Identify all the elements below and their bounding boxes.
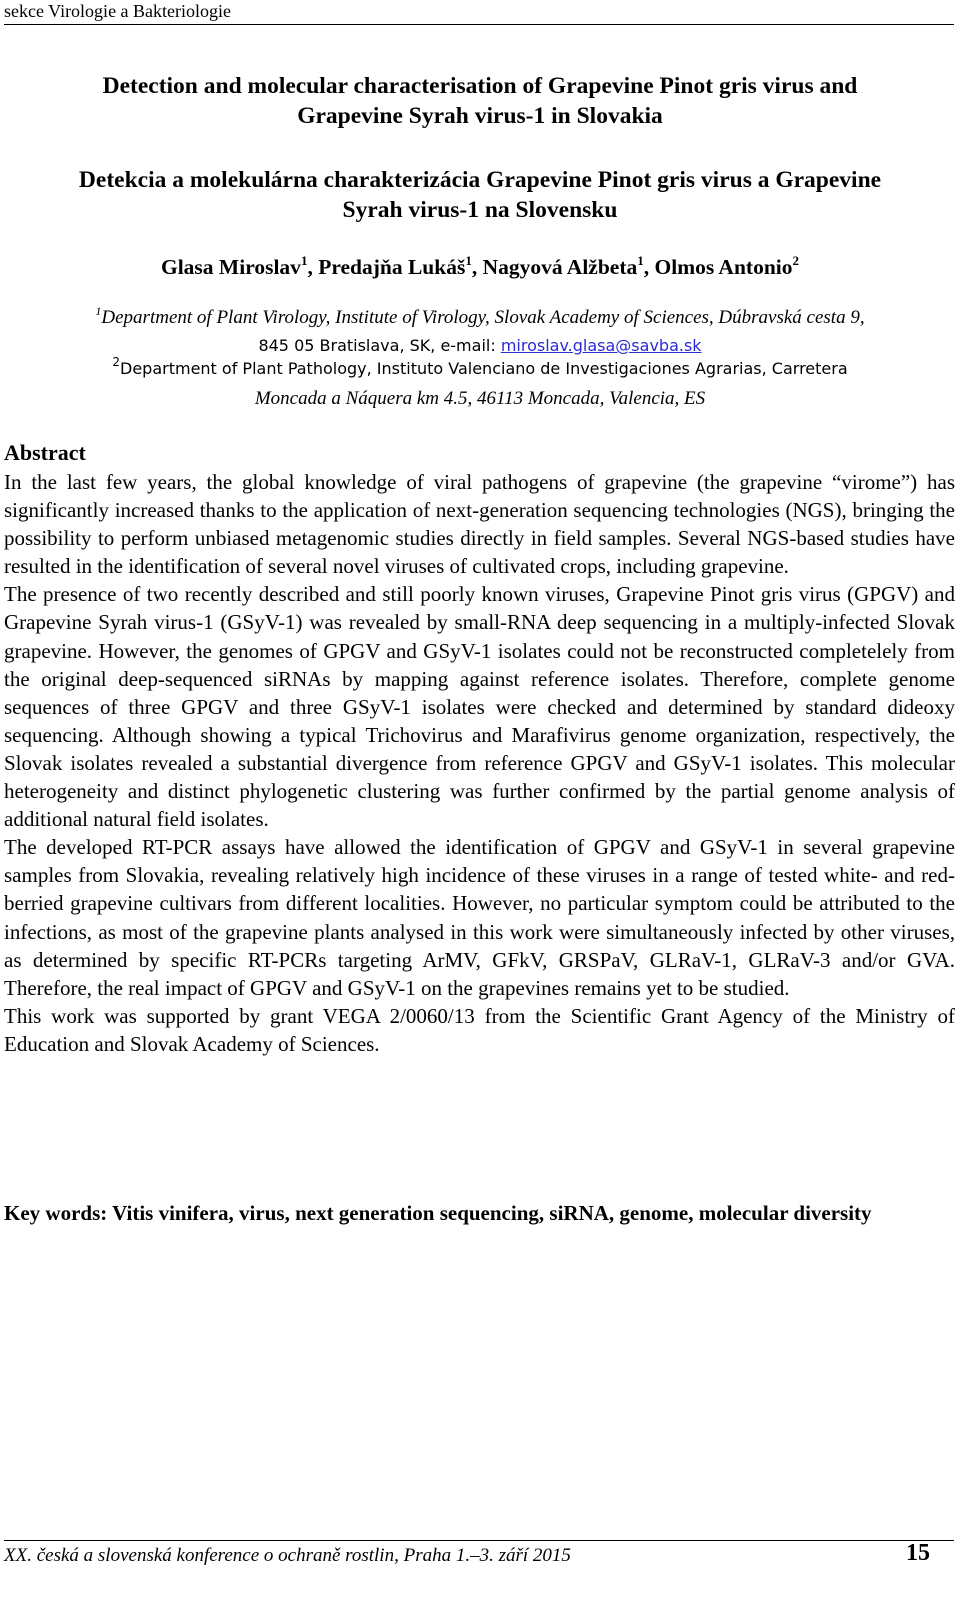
footer-divider — [4, 1540, 954, 1541]
affiliation-1-address: 845 05 Bratislava, SK, e-mail: — [258, 336, 501, 355]
affiliation-2-line-2: Moncada a Náquera km 4.5, 46113 Moncada, Valencia, ES — [254, 388, 706, 409]
email-link[interactable]: miroslav.glasa@savba.sk — [500, 336, 702, 355]
author-affiliation-mark: 1 — [637, 253, 644, 268]
abstract-body — [4, 468, 955, 1058]
abstract-heading: Abstract — [4, 440, 86, 465]
affiliation-2-number: 2 — [112, 355, 120, 369]
title-english-line-1: Detection and molecular characterisation of Grapevine Pinot gris virus and — [102, 73, 858, 99]
author-affiliation-mark: 2 — [792, 253, 800, 268]
title-english-line-2: Grapevine Syrah virus-1 in Slovakia — [297, 103, 663, 129]
title-english — [0, 71, 960, 131]
page-number: 15 — [906, 1540, 930, 1566]
keywords: Key words: Vitis vinifera, virus, next generation sequencing, siRNA, genome, molecular diversity — [4, 1201, 872, 1225]
page-header — [0, 0, 960, 27]
header-divider — [4, 24, 954, 25]
author-affiliation-mark: 1 — [300, 253, 308, 268]
affiliation-1-number: 1 — [95, 304, 102, 318]
author-name: Predajňa Lukáš — [318, 255, 466, 279]
abstract-paragraph: The presence of two recently described and still poorly known viruses, Grapevine Pinot gris virus (GPGV) and Grapevine Syrah virus-1 (GSyV-1) was revealed by small-RNA deep sequencing in a multiply-infected Slovak grapevine. However, the genomes of GPGV and GSyV-1 isolates could not be reconstructed completelely from the original deep-sequenced siRNAs by mapping against reference isolates. Therefore, complete genome sequences of three GPGV and three GSyV-1 isolates were checked and determined by standard dideoxy sequencing. Although showing a typical Trichovirus and Marafivirus genome organization, respectively, the Slovak isolates revealed a substantial divergence from reference GPGV and GSyV-1 isolates. This molecular heterogeneity and distinct phylogenetic clustering was further confirmed by the partial genome analysis of additional natural field isolates. — [4, 582, 955, 832]
affiliation-1-line-2 — [0, 336, 960, 355]
author-affiliation-mark: 1 — [465, 253, 472, 268]
affiliation-2-text: Department of Plant Pathology, Instituto Valenciano de Investigaciones Agrarias, Carretera — [120, 359, 848, 378]
affiliation-1-line-1 — [0, 304, 960, 329]
affiliation-2-line-1 — [0, 355, 960, 378]
affiliation-1-text: Department of Plant Virology, Institute of Virology, Slovak Academy of Sciences, Dúbravská cesta 9, — [101, 307, 865, 328]
abstract-paragraph: In the last few years, the global knowledge of viral pathogens of grapevine (the grapevine “virome”) has significantly increased thanks to the application of next-generation sequencing technologies (NGS), bringing the possibility to perform unbiased metagenomic studies directly in field samples. Several NGS-based studies have resulted in the identification of several novel viruses of cultivated crops, including grapevine. — [4, 470, 955, 579]
abstract-paragraph: This work was supported by grant VEGA 2/0060/13 from the Scientific Grant Agency of the Ministry of Education and Slovak Academy of Sciences. — [4, 1003, 955, 1056]
title-slovak-line-1: Detekcia a molekulárna charakterizácia Grapevine Pinot gris virus a Grapevine — [78, 167, 882, 193]
author-list: Glasa Miroslav$^1$, Predajňa Lukáš$^1$, Nagyová Alžbeta$^1$, Olmos Antonio$^2$ — [160, 253, 800, 279]
conference-footer: XX. česká a slovenská konference o ochraně rostlin, Praha 1.–3. září 2015 — [4, 1545, 571, 1566]
title-slovak-line-2: Syrah virus-1 na Slovensku — [342, 197, 618, 223]
abstract-paragraph: The developed RT-PCR assays have allowed the identification of GPGV and GSyV-1 in several grapevine samples from Slovakia, revealing relatively high incidence of these viruses in a range of tested white- and red-berried grapevine cultivars from different localities. However, no particular symptom could be attributed to the infections, as most of the grapevine plants analysed in this work were simultaneously infected by other viruses, as determined by specific RT-PCRs targeting ArMV, GFkV, GRSPaV, GLRaV-1, GLRaV-3 and/or GVA. Therefore, the real impact of GPGV and GSyV-1 on the grapevines remains yet to be studied. — [4, 835, 955, 1000]
author-name: Glasa Miroslav — [160, 255, 301, 279]
section-label: sekce Virologie a Bakteriologie — [4, 1, 232, 21]
author-name: Nagyová Alžbeta — [482, 255, 638, 279]
author-name: Olmos Antonio — [654, 255, 793, 279]
title-slovak — [0, 165, 960, 225]
